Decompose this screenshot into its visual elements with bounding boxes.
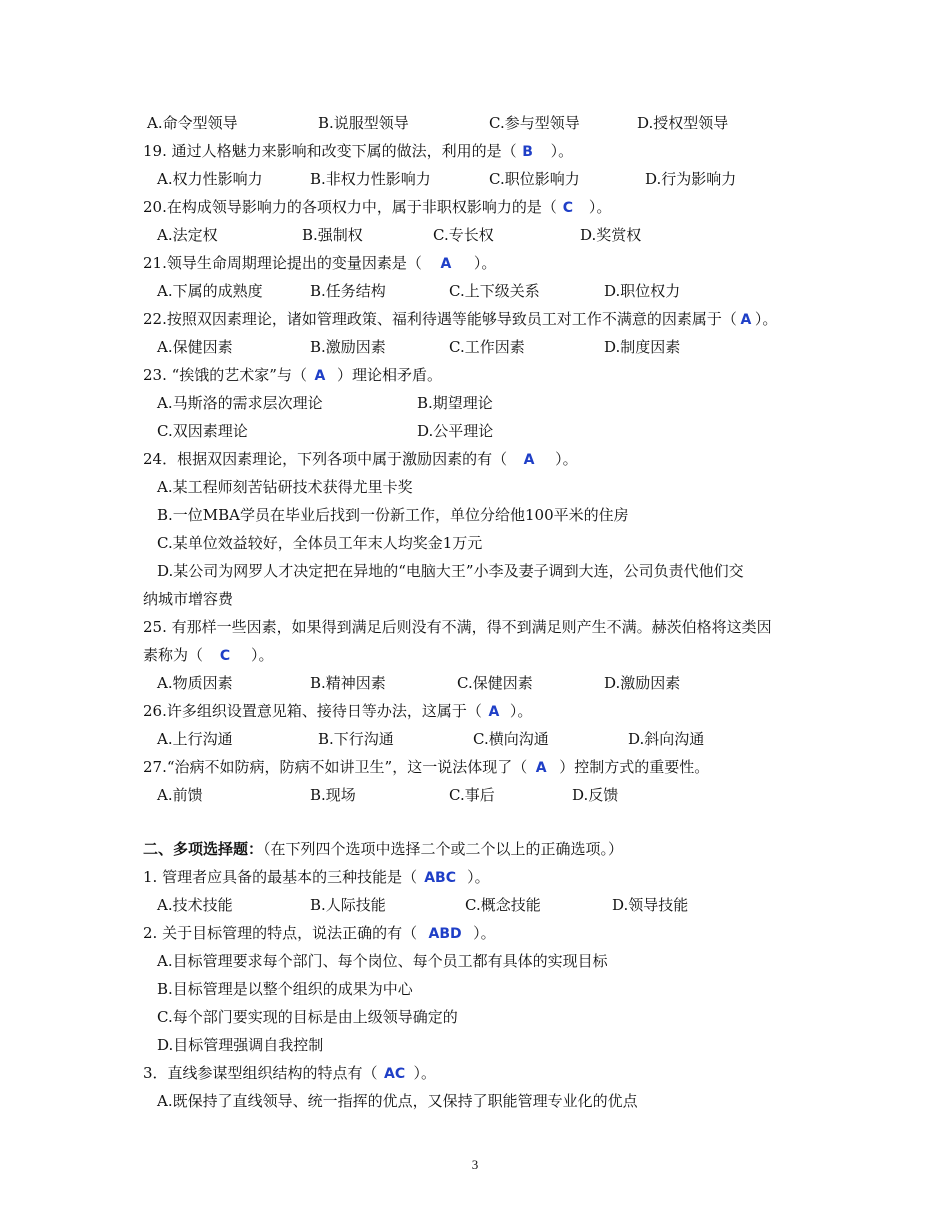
q26-option-b: B.下行沟通 [318,730,394,748]
q27-options [0,785,950,805]
q23-option-a: A.马斯洛的需求层次理论 [157,394,323,412]
q23-answer: A [314,368,326,384]
m2-option-a: A.目标管理要求每个部门、每个岗位、每个员工都有具体的实现目标 [157,952,608,970]
q20-option-b: B.强制权 [302,226,363,244]
q18-option-b: B.说服型领导 [318,114,409,132]
m1-option-d: D.领导技能 [612,896,689,914]
section2-title: 二、多项选择题： [143,840,264,858]
q23-options-row2 [0,421,950,441]
q21-option-c: C.上下级关系 [449,282,540,300]
q23-option-d: D.公平理论 [417,422,494,440]
m1-option-a: A.技术技能 [157,896,233,914]
q26-answer: A [488,704,500,720]
section2-note: （在下列四个选项中选择二个或二个以上的正确选项。） [263,840,624,858]
q20-option-d: D.奖赏权 [580,226,642,244]
q18-option-a: A.命令型领导 [147,114,238,132]
q25-option-c: C.保健因素 [457,674,533,692]
q20-option-a: A.法定权 [157,226,218,244]
q20-options [0,225,950,245]
q26-option-a: A.上行沟通 [157,730,233,748]
q18-option-c: C.参与型领导 [489,114,580,132]
q21-option-b: B.任务结构 [310,282,386,300]
q24-answer: A [523,452,535,468]
m2-option-b: B.目标管理是以整个组织的成果为中心 [157,980,413,998]
q19-answer: B [522,144,533,160]
q21-option-d: D.职位权力 [604,282,681,300]
q26-option-c: C.横向沟通 [473,730,549,748]
q27-stem: 27.“治病不如防病，防病不如讲卫生”，这一说法体现了（ A ）控制方式的重要性。 [143,758,710,776]
q26-stem: 26.许多组织设置意见箱、接待日等办法，这属于（ A ）。 [143,702,533,720]
q25-option-b: B.精神因素 [310,674,386,692]
q25-stem-line1: 25. 有那样一些因素，如果得到满足后则没有不满，得不到满足则产生不满。赫茨伯格将这类因 [143,618,772,636]
q24-stem: 24．根据双因素理论，下列各项中属于激励因素的有（ A ）。 [143,450,578,468]
q21-stem: 21.领导生命周期理论提出的变量因素是（ A ）。 [143,254,497,272]
q25-option-d: D.激励因素 [604,674,681,692]
q27-option-c: C.事后 [449,786,495,804]
m1-stem: 1. 管理者应具备的最基本的三种技能是（ ABC ）。 [143,868,490,886]
m3-option-a: A.既保持了直线领导、统一指挥的优点，又保持了职能管理专业化的优点 [157,1092,638,1110]
q21-option-a: A.下属的成熟度 [157,282,263,300]
q19-option-b: B.非权力性影响力 [310,170,431,188]
q25-answer: C [219,648,231,664]
m2-answer: ABD [428,926,462,942]
q26-option-d: D.斜向沟通 [628,730,705,748]
q22-option-c: C.工作因素 [449,338,525,356]
q22-answer: A [740,312,752,328]
q25-options [0,673,950,693]
q22-option-d: D.制度因素 [604,338,681,356]
q24-option-a: A.某工程师刻苦钻研技术获得尤里卡奖 [157,478,413,496]
q25-option-a: A.物质因素 [157,674,233,692]
section2-heading [143,839,623,859]
q19-option-d: D.行为影响力 [645,170,737,188]
q23-option-c: C.双因素理论 [157,422,248,440]
m1-answer: ABC [424,870,456,886]
q19-option-c: C.职位影响力 [489,170,580,188]
m3-stem: 3．直线参谋型组织结构的特点有（ AC ）。 [143,1064,437,1082]
q24-option-b: B.一位MBA学员在毕业后找到一份新工作，单位分给他100平米的住房 [157,506,629,524]
m2-option-d: D.目标管理强调自我控制 [157,1036,324,1054]
q22-option-a: A.保健因素 [157,338,233,356]
m1-option-c: C.概念技能 [465,896,541,914]
q21-options [0,281,950,301]
q23-options-row1 [0,393,950,413]
m1-options [0,895,950,915]
q24-option-d-continued: 纳城市增容费 [143,590,234,608]
q27-option-a: A.前馈 [157,786,203,804]
q24-option-c: C.某单位效益较好，全体员工年末人均奖金1万元 [157,534,483,552]
q22-options [0,337,950,357]
q20-option-c: C.专长权 [433,226,494,244]
q27-option-d: D.反馈 [572,786,619,804]
m3-answer: AC [383,1066,406,1082]
q23-option-b: B.期望理论 [417,394,493,412]
q26-options [0,729,950,749]
q19-stem: 19. 通过人格魅力来影响和改变下属的做法，利用的是（ B ）。 [143,142,574,160]
q23-stem: 23. “挨饿的艺术家”与（ A ）理论相矛盾。 [143,366,442,384]
q19-option-a: A.权力性影响力 [157,170,263,188]
q22-option-b: B.激励因素 [310,338,386,356]
q20-answer: C [562,200,573,216]
q24-option-d: D.某公司为网罗人才决定把在异地的“电脑大王”小李及妻子调到大连，公司负责代他们交 [157,562,744,580]
q19-options [0,169,950,189]
q18-option-d: D.授权型领导 [637,114,729,132]
q21-answer: A [440,256,452,272]
q27-option-b: B.现场 [310,786,356,804]
q22-stem: 22.按照双因素理论，诸如管理政策、福利待遇等能够导致员工对工作不满意的因素属于（ A ）。 [143,310,778,328]
q25-stem-line2: 素称为（ C ）。 [143,646,274,664]
m1-option-b: B.人际技能 [310,896,386,914]
q20-stem: 20.在构成领导影响力的各项权力中，属于非职权影响力的是（ C ）。 [143,198,612,216]
q27-answer: A [535,760,547,776]
m2-stem: 2. 关于目标管理的特点，说法正确的有（ ABD ）。 [143,924,496,942]
page-number: 3 [471,1157,479,1172]
m2-option-c: C.每个部门要实现的目标是由上级领导确定的 [157,1008,458,1026]
q18-options [0,113,950,133]
